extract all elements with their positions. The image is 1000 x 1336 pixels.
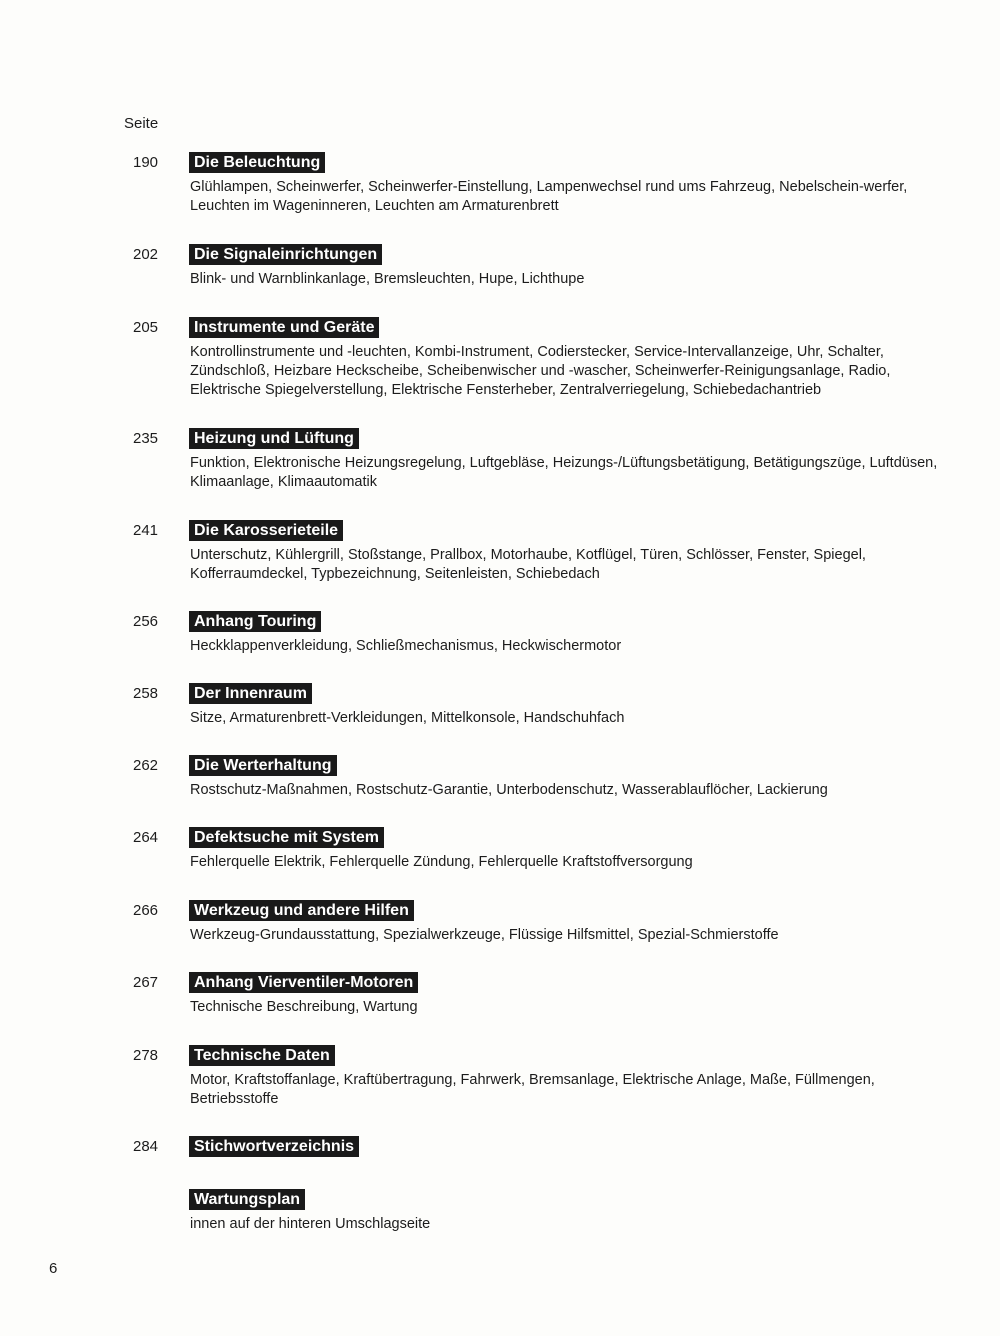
seite-column-label: Seite xyxy=(124,115,159,132)
toc-heading: Wartungsplan xyxy=(189,1189,305,1210)
toc-description: Heckklappenverkleidung, Schließmechanismus, Heckwischermotor xyxy=(190,638,622,654)
toc-description: Glühlampen, Scheinwerfer, Scheinwerfer-Einstellung, Lampenwechsel rund ums Fahrzeug, Nebelschein-werfer, Leuchten im Wageninneren, Leuchten am Armaturenbrett xyxy=(190,179,908,214)
toc-heading: Defektsuche mit System xyxy=(189,827,384,848)
toc-description: Kontrollinstrumente und -leuchten, Kombi-Instrument, Codierstecker, Service-Intervallanzeige, Uhr, Schalter, Zündschloß, Heizbare Heckscheibe, Scheibenwischer und -wascher, Scheinwerfer-Reinigungsanlage, Radio, Elektrische Spiegelverstellung, Elektrische Fensterheber, Zentralverriegelung, Schiebedachantrieb xyxy=(190,344,891,398)
toc-page-number: 205 xyxy=(133,319,159,336)
toc-page-number: 278 xyxy=(133,1047,159,1064)
toc-heading: Die Werterhaltung xyxy=(189,755,337,776)
toc-page-number: 256 xyxy=(133,613,159,630)
toc-heading: Instrumente und Geräte xyxy=(189,317,379,338)
toc-heading: Die Karosserieteile xyxy=(189,520,343,541)
toc-description: Rostschutz-Maßnahmen, Rostschutz-Garantie, Unterbodenschutz, Wasserablauflöcher, Lackierung xyxy=(190,782,828,798)
toc-description: Technische Beschreibung, Wartung xyxy=(190,999,418,1015)
toc-heading: Anhang Touring xyxy=(189,611,321,632)
page-number: 6 xyxy=(49,1260,58,1277)
toc-heading: Anhang Vierventiler-Motoren xyxy=(189,972,418,993)
toc-heading: Die Signaleinrichtungen xyxy=(189,244,382,265)
toc-description: Sitze, Armaturenbrett-Verkleidungen, Mittelkonsole, Handschuhfach xyxy=(190,710,625,726)
toc-heading: Technische Daten xyxy=(189,1045,335,1066)
toc-description: Motor, Kraftstoffanlage, Kraftübertragung, Fahrwerk, Bremsanlage, Elektrische Anlage, Maße, Füllmengen, Betriebsstoffe xyxy=(190,1072,875,1107)
toc-heading: Werkzeug und andere Hilfen xyxy=(189,900,414,921)
toc-heading: Der Innenraum xyxy=(189,683,312,704)
toc-page-number: 262 xyxy=(133,757,159,774)
toc-description: Funktion, Elektronische Heizungsregelung, Luftgebläse, Heizungs-/Lüftungsbetätigung, Betätigungszüge, Luftdüsen, Klimaanlage, Klimaautomatik xyxy=(190,455,938,490)
toc-page-number: 202 xyxy=(133,246,159,263)
toc-description: Fehlerquelle Elektrik, Fehlerquelle Zündung, Fehlerquelle Kraftstoffversorgung xyxy=(190,854,693,870)
toc-description: Unterschutz, Kühlergrill, Stoßstange, Prallbox, Motorhaube, Kotflügel, Türen, Schlösser, Fenster, Spiegel, Kofferraumdeckel, Typbezeichnung, Seitenleisten, Schiebedach xyxy=(190,547,866,582)
toc-page-number: 258 xyxy=(133,685,159,702)
toc-heading: Stichwortverzeichnis xyxy=(189,1136,359,1157)
toc-page-number: 264 xyxy=(133,829,159,846)
toc-description: innen auf der hinteren Umschlagseite xyxy=(190,1216,431,1232)
toc-page-number: 235 xyxy=(133,430,159,447)
toc-page-number: 266 xyxy=(133,902,159,919)
toc-page-number: 284 xyxy=(133,1138,159,1155)
toc-page-number: 190 xyxy=(133,154,159,171)
toc-description: Werkzeug-Grundausstattung, Spezialwerkzeuge, Flüssige Hilfsmittel, Spezial-Schmierstoffe xyxy=(190,927,779,943)
toc-description: Blink- und Warnblinkanlage, Bremsleuchten, Hupe, Lichthupe xyxy=(190,271,585,287)
toc-heading: Heizung und Lüftung xyxy=(189,428,359,449)
toc-page-number: 241 xyxy=(133,522,159,539)
toc-page-number: 267 xyxy=(133,974,159,991)
toc-heading: Die Beleuchtung xyxy=(189,152,325,173)
